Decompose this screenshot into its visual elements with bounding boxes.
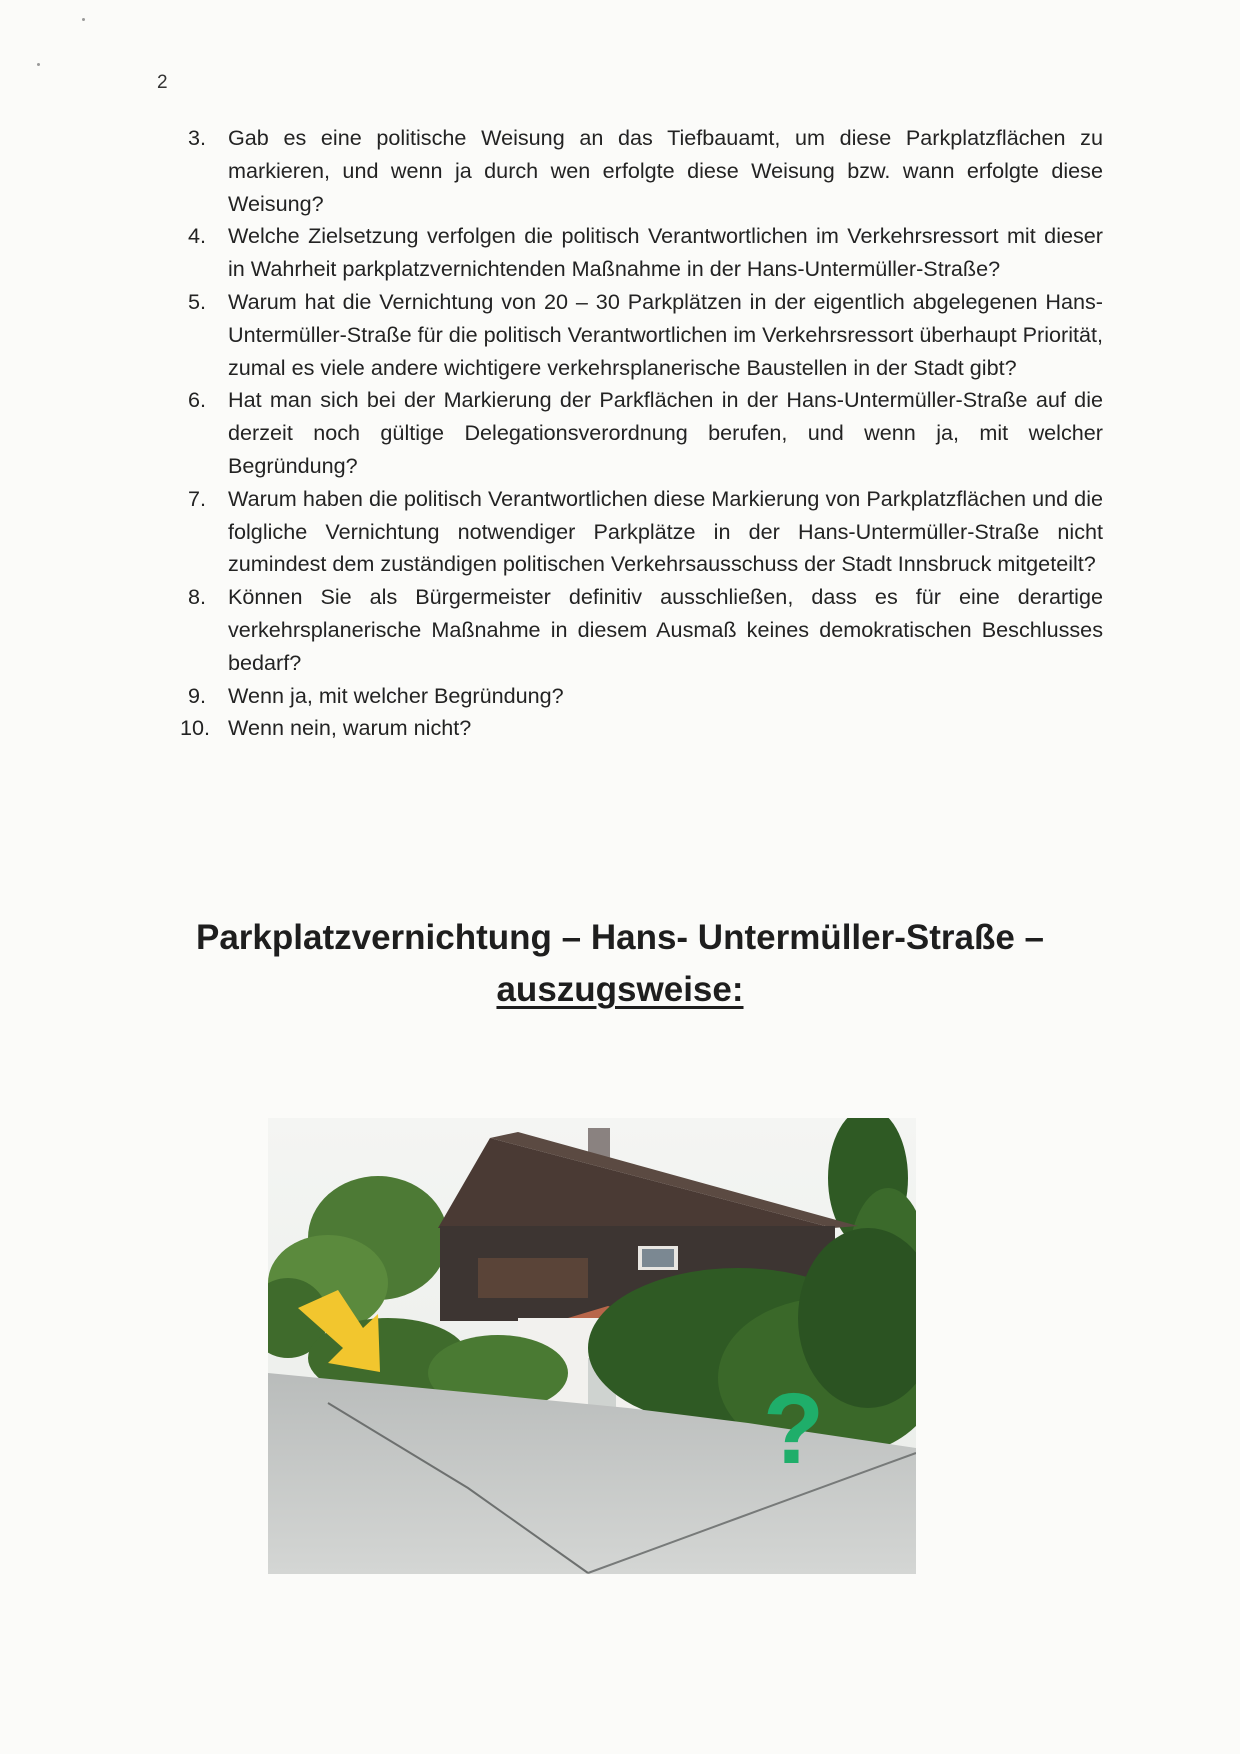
question-number: 9. [188,682,207,708]
question-text: Welche Zielsetzung verfolgen die politisch Verantwortlichen im Verkehrsressort mit dieser in Wahrheit parkplatzvernichtenden Maßnahme in der Hans-Untermüller-Straße? [228,223,1103,282]
question-number: 8. [188,584,207,610]
question-item [188,581,1103,679]
question-item [188,122,1103,220]
question-text: Wenn nein, warum nicht? [228,715,472,741]
question-item [188,483,1103,581]
heading-underlined-text: auszugsweise: [496,970,744,1009]
question-text: Können Sie als Bürgermeister definitiv ausschließen, dass es für eine derartige verkehrsplanerische Maßnahme in diesem Ausmaß keines demokratischen Beschlusses bedarf? [228,584,1103,675]
question-number: 5. [188,288,207,314]
scan-speck [37,63,40,66]
street-photo [268,1118,916,1574]
question-text: Warum haben die politisch Verantwortlichen diese Markierung von Parkplatzflächen und die folgliche Vernichtung notwendiger Parkplätze in der Hans-Untermüller-Straße nicht zumindest dem zuständigen politischen Verkehrsausschuss der Stadt Innsbruck mitgeteilt? [228,485,1103,577]
scan-speck [82,18,85,21]
question-number: 6. [188,387,207,413]
question-number: 10. [180,715,211,741]
question-text: Warum hat die Vernichtung von 20 – 30 Parkplätzen in der eigentlich abgelegenen Hans-Untermüller-Straße für die politisch Verantwortlichen im Verkehrsressort überhaupt Priorität, zumal es viele andere wichtigere verkehrsplanerische Baustellen in der Stadt gibt? [228,288,1103,380]
street-photo-illustration [268,1118,916,1574]
question-list [180,122,1103,745]
question-text: Wenn ja, mit welcher Begründung? [228,682,564,708]
question-item [188,286,1103,384]
section-heading [150,912,1090,1016]
question-item [188,384,1103,482]
question-item [188,220,1103,286]
question-number: 4. [188,223,207,249]
question-number: 7. [188,485,207,511]
heading-line-2 [150,964,1090,1016]
heading-line-1: Parkplatzvernichtung – Hans- Untermüller-Straße – [196,918,1044,957]
question-number: 3. [188,125,207,150]
question-item [188,680,1103,713]
question-text: Gab es eine politische Weisung an das Tiefbauamt, um diese Parkplatzflächen zu markieren, und wenn ja durch wen erfolgte diese Weisung bzw. wann erfolgte diese Weisung? [228,125,1103,216]
question-mark-overlay: ? [763,1373,825,1485]
question-item [180,712,1103,745]
page-number: 2 [157,72,168,93]
question-text: Hat man sich bei der Markierung der Parkflächen in der Hans-Untermüller-Straße auf die derzeit noch gültige Delegationsverordnung berufen, und wenn ja, mit welcher Begründung? [228,387,1103,478]
